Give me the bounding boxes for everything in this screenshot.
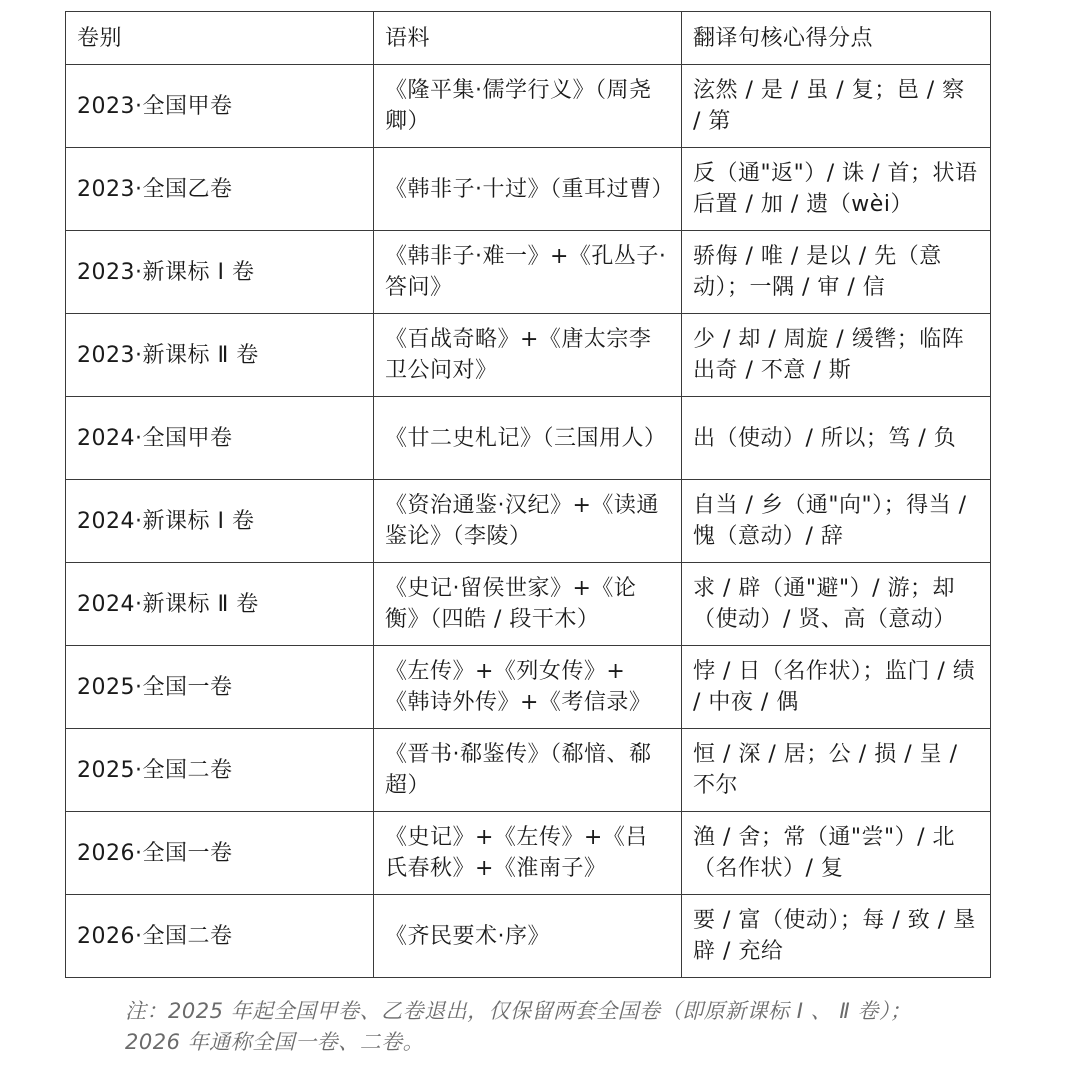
cell-points: 要 / 富（使动）；每 / 致 / 垦辟 / 充给 [682,895,991,978]
table-row [66,812,991,895]
cell-source: 《韩非子·十过》（重耳过曹） [374,148,682,231]
cell-source: 《史记》+《左传》+《吕氏春秋》+《淮南子》 [374,812,682,895]
table-row [66,65,991,148]
cell-source: 《百战奇略》+《唐太宗李卫公问对》 [374,314,682,397]
exam-table-container [65,11,990,978]
cell-points: 自当 / 乡（通"向"）；得当 / 愧（意动）/ 辞 [682,480,991,563]
cell-source: 《晋书·郗鉴传》（郗愔、郗超） [374,729,682,812]
table-row [66,646,991,729]
table-row [66,729,991,812]
table-row [66,895,991,978]
cell-paper: 2023·新课标 Ⅰ 卷 [66,231,374,314]
cell-points: 骄侮 / 唯 / 是以 / 先（意动）；一隅 / 审 / 信 [682,231,991,314]
header-source: 语料 [374,12,682,65]
cell-paper: 2024·新课标 Ⅰ 卷 [66,480,374,563]
table-row [66,314,991,397]
cell-paper: 2023·全国甲卷 [66,65,374,148]
cell-points: 恒 / 深 / 居；公 / 损 / 呈 / 不尔 [682,729,991,812]
cell-points: 出（使动）/ 所以；笃 / 负 [682,397,991,480]
table-row [66,563,991,646]
cell-source: 《资治通鉴·汉纪》+《读通鉴论》（李陵） [374,480,682,563]
cell-paper: 2025·全国一卷 [66,646,374,729]
cell-points: 少 / 却 / 周旋 / 缓辔；临阵出奇 / 不意 / 斯 [682,314,991,397]
table-row [66,148,991,231]
header-row [66,12,991,65]
cell-points: 泫然 / 是 / 虽 / 复；邑 / 察 / 第 [682,65,991,148]
table-header [66,12,991,65]
cell-paper: 2023·新课标 Ⅱ 卷 [66,314,374,397]
cell-source: 《韩非子·难一》+《孔丛子·答问》 [374,231,682,314]
table-row [66,480,991,563]
cell-source: 《史记·留侯世家》+《论衡》（四皓 / 段干木） [374,563,682,646]
footnote: 注：2025 年起全国甲卷、乙卷退出，仅保留两套全国卷（即原新课标 Ⅰ 、 Ⅱ 卷）；2026 年通称全国一卷、二卷。 [125,999,912,1054]
cell-paper: 2026·全国一卷 [66,812,374,895]
table-row [66,397,991,480]
cell-source: 《廿二史札记》（三国用人） [374,397,682,480]
cell-source: 《左传》+《列女传》+《韩诗外传》+《考信录》 [374,646,682,729]
cell-paper: 2025·全国二卷 [66,729,374,812]
cell-paper: 2026·全国二卷 [66,895,374,978]
cell-paper: 2023·全国乙卷 [66,148,374,231]
table-row [66,231,991,314]
cell-points: 求 / 辟（通"避"）/ 游；却（使动）/ 贤、高（意动） [682,563,991,646]
cell-paper: 2024·新课标 Ⅱ 卷 [66,563,374,646]
cell-source: 《齐民要术·序》 [374,895,682,978]
exam-table [65,11,991,978]
cell-points: 渔 / 舍；常（通"尝"）/ 北（名作状）/ 复 [682,812,991,895]
header-points: 翻译句核心得分点 [682,12,991,65]
cell-paper: 2024·全国甲卷 [66,397,374,480]
cell-points: 悖 / 日（名作状）；监门 / 绩 / 中夜 / 偶 [682,646,991,729]
header-paper: 卷别 [66,12,374,65]
cell-points: 反（通"返"）/ 诛 / 首；状语后置 / 加 / 遗（wèi） [682,148,991,231]
table-body [66,65,991,978]
cell-source: 《隆平集·儒学行义》（周尧卿） [374,65,682,148]
